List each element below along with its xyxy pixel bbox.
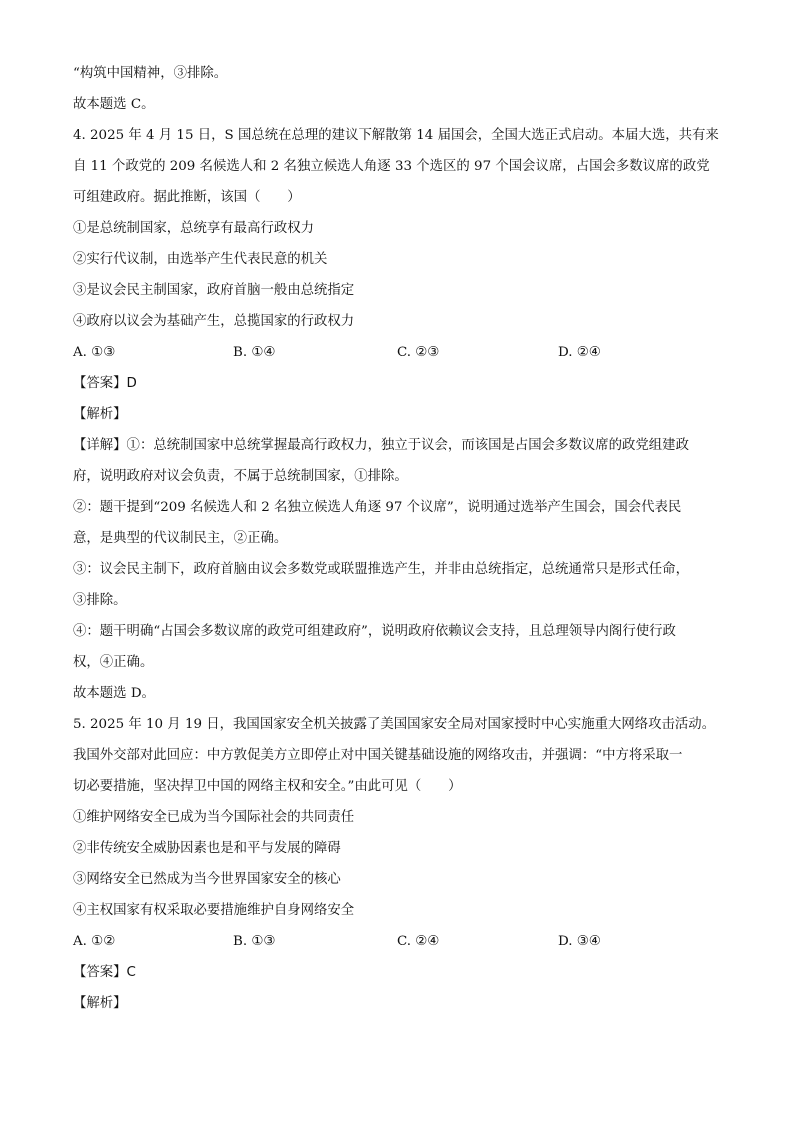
question-5-statement-2: ②非传统安全威胁因素也是和平与发展的障碍 bbox=[73, 841, 341, 856]
text-line: “构筑中国精神，③排除。 bbox=[73, 66, 228, 81]
option-a: A. ①② bbox=[73, 934, 116, 949]
option-d: D. ②④ bbox=[558, 345, 601, 360]
explanation-line: ③排除。 bbox=[73, 593, 127, 608]
option-b: B. ①③ bbox=[233, 934, 276, 949]
option-b: B. ①④ bbox=[233, 345, 276, 360]
analysis-label: 【解析】 bbox=[73, 996, 127, 1011]
question-4-statement-4: ④政府以议会为基础产生，总揽国家的行政权力 bbox=[73, 314, 355, 329]
question-5-statement-3: ③网络安全已然成为当今世界国家安全的核心 bbox=[73, 872, 341, 887]
explanation-line: 府，说明政府对议会负责，不属于总统制国家，①排除。 bbox=[73, 469, 408, 484]
option-a: A. ①③ bbox=[73, 345, 116, 360]
question-4-options bbox=[73, 343, 733, 363]
question-4-stem: 可组建政府。据此推断，该国（ ） bbox=[73, 190, 301, 205]
explanation-line: 意，是典型的代议制民主，②正确。 bbox=[73, 531, 288, 546]
question-5-statement-4: ④主权国家有权采取必要措施维护自身网络安全 bbox=[73, 903, 355, 918]
question-5-statement-1: ①维护网络安全已成为当今国际社会的共同责任 bbox=[73, 810, 355, 825]
question-5-stem: 我国外交部对此回应：中方敦促美方立即停止对中国关键基础设施的网络攻击，并强调：“中方将采取一 bbox=[73, 748, 683, 763]
explanation-line: 【详解】①：总统制国家中总统掌握最高行政权力，独立于议会，而该国是占国会多数议席的政党组建政 bbox=[73, 438, 689, 453]
option-d: D. ③④ bbox=[558, 934, 601, 949]
question-5-stem: 5. 2025 年 10 月 19 日，我国国家安全机关披露了美国国家安全局对国家授时中心实施重大网络攻击活动。 bbox=[73, 717, 716, 732]
question-5-options bbox=[73, 932, 733, 952]
analysis-label: 【解析】 bbox=[73, 407, 127, 422]
option-c: C. ②④ bbox=[397, 934, 440, 949]
answer-label: 【答案】C bbox=[73, 965, 136, 980]
question-4-statement-3: ③是议会民主制国家，政府首脑一般由总统指定 bbox=[73, 283, 355, 298]
option-c: C. ②③ bbox=[397, 345, 440, 360]
question-4-statement-1: ①是总统制国家，总统享有最高行政权力 bbox=[73, 221, 315, 236]
explanation-line: 权，④正确。 bbox=[73, 655, 154, 670]
answer-label: 【答案】D bbox=[73, 376, 137, 391]
text-line: 故本题选 C。 bbox=[73, 97, 155, 112]
conclusion-line: 故本题选 D。 bbox=[73, 686, 155, 701]
explanation-line: ③：议会民主制下，政府首脑由议会多数党或联盟推选产生，并非由总统指定，总统通常只是形式任命， bbox=[73, 562, 689, 577]
question-4-stem: 自 11 个政党的 209 名候选人和 2 名独立候选人角逐 33 个选区的 97 个国会议席，占国会多数议席的政党 bbox=[73, 159, 710, 174]
question-4-stem: 4. 2025 年 4 月 15 日，S 国总统在总理的建议下解散第 14 届国会，全国大选正式启动。本届大选，共有来 bbox=[73, 128, 719, 143]
question-4-statement-2: ②实行代议制，由选举产生代表民意的机关 bbox=[73, 252, 328, 267]
explanation-line: ②：题干提到“209 名候选人和 2 名独立候选人角逐 97 个议席”，说明通过选举产生国会，国会代表民 bbox=[73, 500, 682, 515]
explanation-line: ④：题干明确“占国会多数议席的政党可组建政府”，说明政府依赖议会支持，且总理领导内阁行使行政 bbox=[73, 624, 676, 639]
question-5-stem: 切必要措施，坚决捍卫中国的网络主权和安全。”由此可见（ ） bbox=[73, 779, 462, 794]
